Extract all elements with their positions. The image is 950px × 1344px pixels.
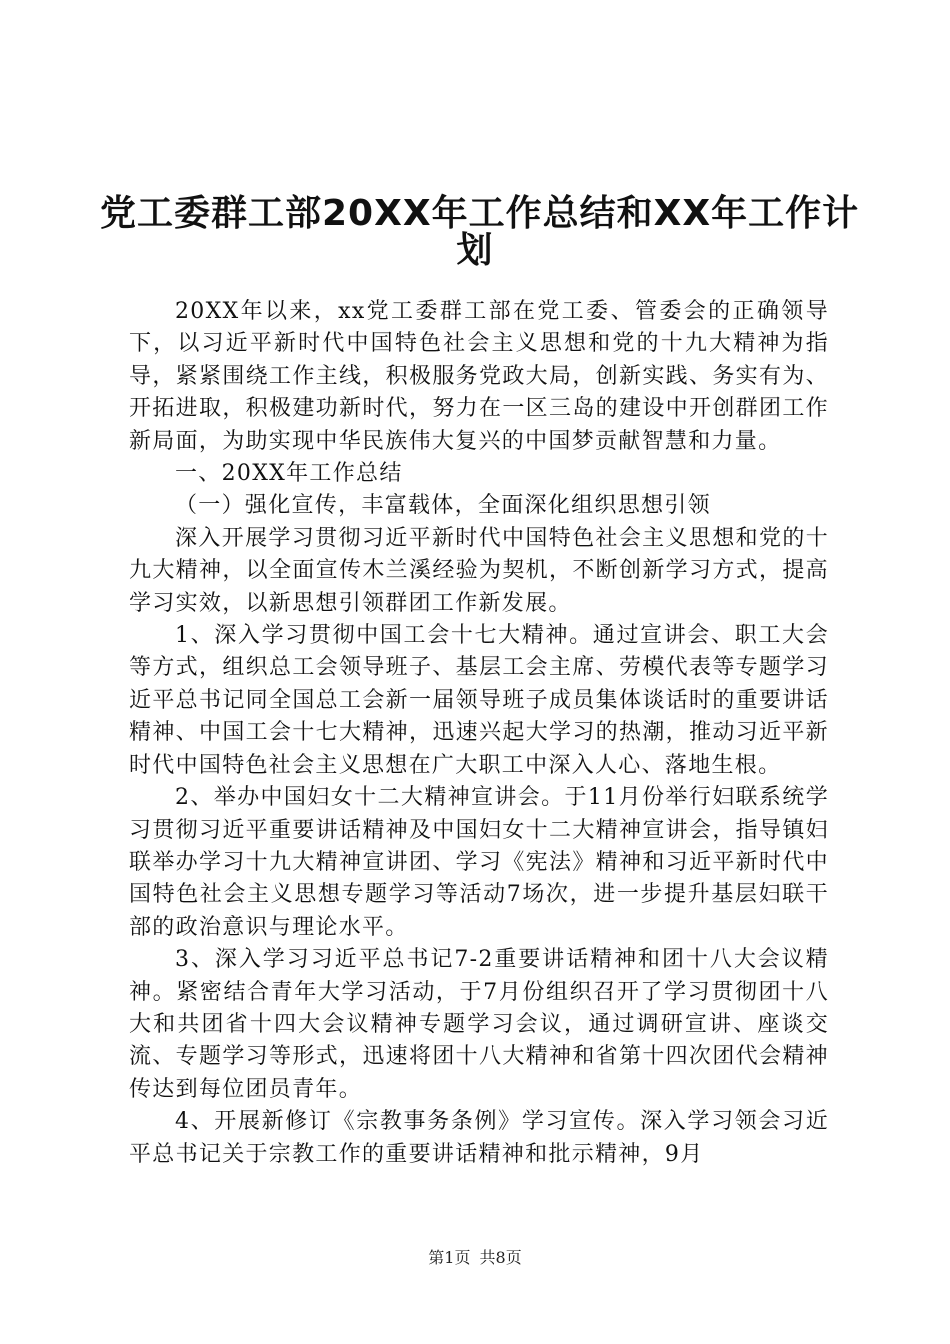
paragraph-intro: 20XX年以来，xx党工委群工部在党工委、管委会的正确领导下，以习近平新时代中国特色社会主义思想和党的十九大精神为指导，紧紧围绕工作主线，积极服务党政大局，创新实践、务实有为、开拓进取，积极建功新时代，努力在一区三岛的建设中开创群团工作新局面，为助实现中华民族伟大复兴的中国梦贡献智慧和力量。	[129, 299, 829, 454]
paragraph-item-2: 2、举办中国妇女十二大精神宣讲会。于11月份举行妇联系统学习贯彻习近平重要讲话精神及中国妇女十二大精神宣讲会，指导镇妇联举办学习十九大精神宣讲团、学习《宪法》精神和习近平新时代中国特色社会主义思想专题学习等活动7场次，进一步提升基层妇联干部的政治意识与理论水平。	[129, 785, 829, 940]
section-heading: 一、20XX年工作总结	[175, 461, 403, 487]
paragraph-item-3: 3、深入学习习近平总书记7-2重要讲话精神和团十八大会议精神。紧密结合青年大学习活动，于7月份组织召开了学习贯彻团十八大和共团省十四大会议精神专题学习会议，通过调研宣讲、座谈交流、专题学习等形式，迅速将团十八大精神和省第十四次团代会精神传达到每位团员青年。	[129, 947, 829, 1102]
page-total: 共8页	[479, 1248, 522, 1267]
document-title-line-1: 党工委群工部20XX年工作总结和XX年工作计	[100, 193, 860, 234]
document-title-line-2: 划	[456, 230, 494, 271]
paragraph-item-1: 1、深入学习贯彻中国工会十七大精神。通过宣讲会、职工大会等方式，组织总工会领导班子、基层工会主席、劳模代表等专题学习近平总书记同全国总工会新一届领导班子成员集体谈话时的重要讲话精神、中国工会十七大精神，迅速兴起大学习的热潮，推动习近平新时代中国特色社会主义思想在广大职工中深入人心、落地生根。	[129, 623, 829, 778]
page-footer	[0, 1245, 950, 1268]
paragraph-subsection-intro: 深入开展学习贯彻习近平新时代中国特色社会主义思想和党的十九大精神，以全面宣传木兰溪经验为契机，不断创新学习方式，提高学习实效，以新思想引领群团工作新发展。	[129, 525, 829, 616]
subsection-heading: （一）强化宣传，丰富载体，全面深化组织思想引领	[175, 493, 711, 519]
page-number: 第1页	[428, 1248, 471, 1267]
document-body	[129, 296, 829, 1171]
paragraph-item-4: 4、开展新修订《宗教事务条例》学习宣传。深入学习领会习近平总书记关于宗教工作的重要讲话精神和批示精神，9月	[129, 1109, 829, 1167]
